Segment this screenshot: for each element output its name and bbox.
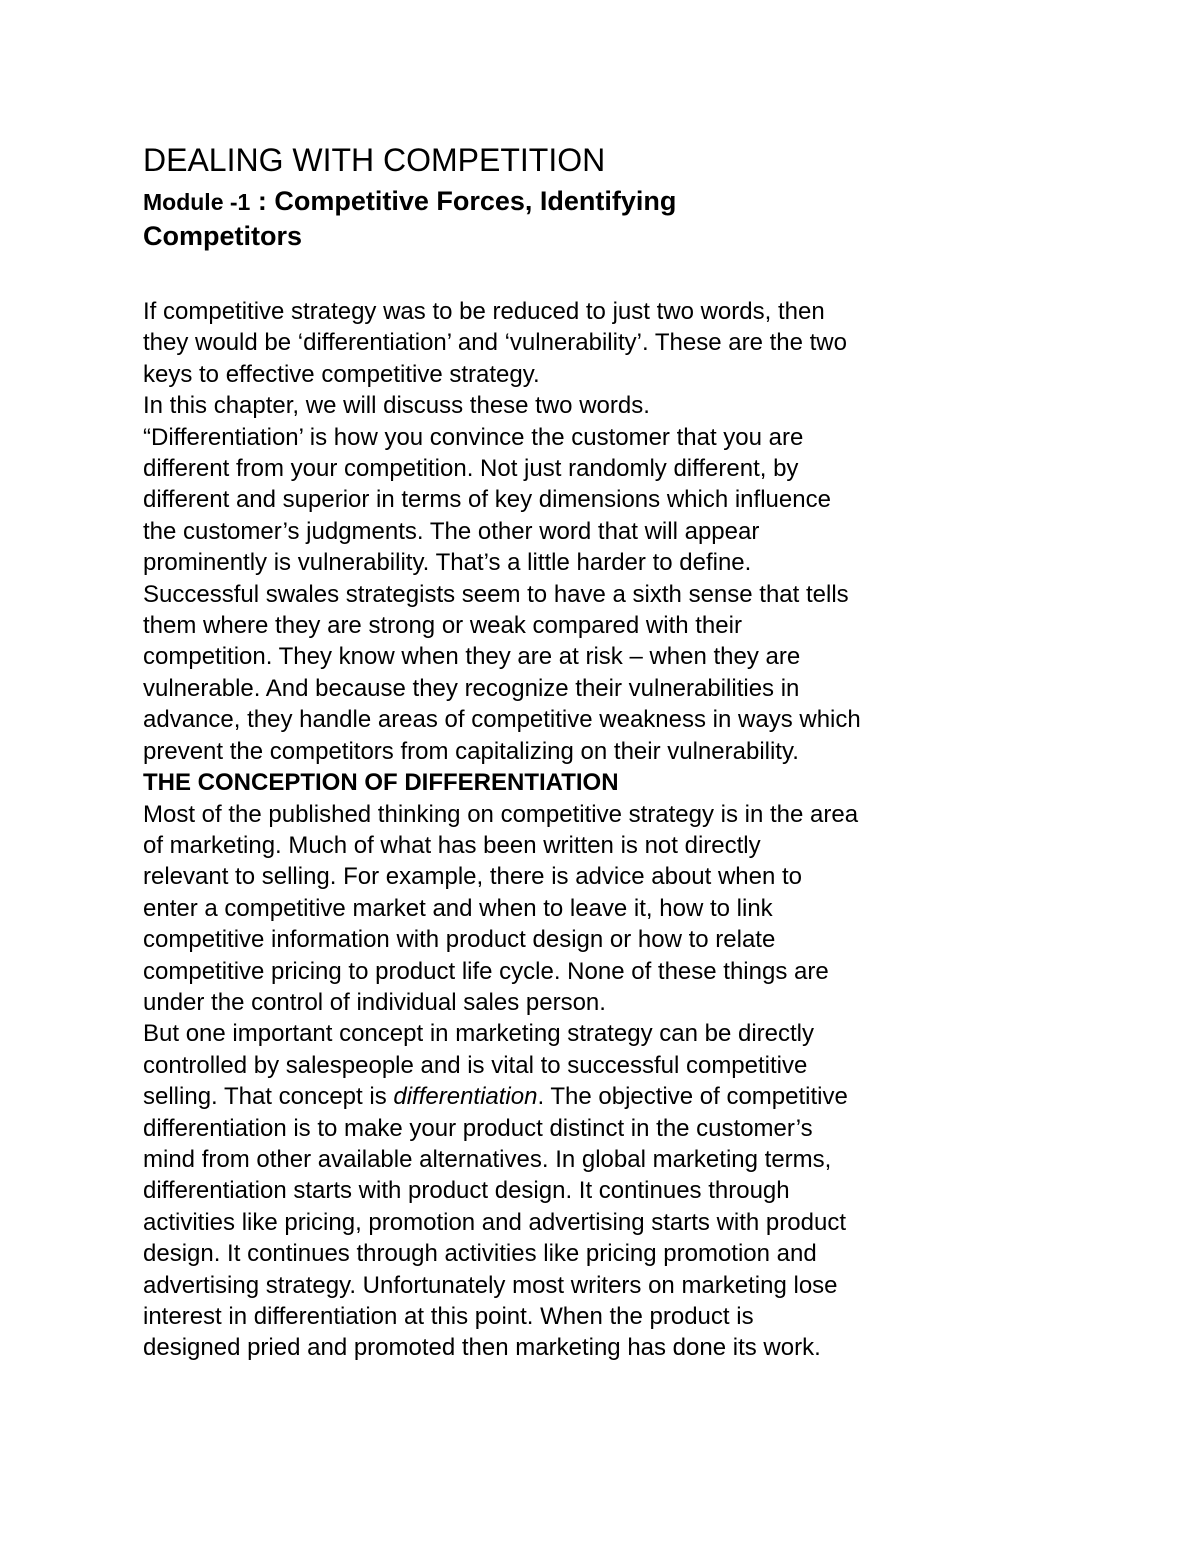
text-line: advertising strategy. Unfortunately most writers on marketing lose [143,1271,838,1299]
module-label: Module -1 [143,189,251,215]
module-title-line-1: Competitive Forces, Identifying [274,186,677,216]
text-line: under the control of individual sales person. [143,988,606,1016]
section-heading: THE CONCEPTION OF DIFFERENTIATION [143,769,619,797]
emphasis-after: . The objective of competitive [537,1083,848,1111]
text-line: Most of the published thinking on competitive strategy is in the area [143,800,859,828]
text-line: they would be ‘differentiation’ and ‘vulnerability’. These are the two [143,329,847,357]
document-title: DEALING WITH COMPETITION [143,142,606,178]
text-line: designed pried and promoted then marketing has done its work. [143,1334,821,1362]
text-line: If competitive strategy was to be reduced to just two words, then [143,298,825,325]
intro-paragraph [143,296,983,767]
text-line: controlled by salespeople and is vital to successful competitive [143,1051,808,1079]
text-line: enter a competitive market and when to leave it, how to link [143,894,773,922]
text-line: differentiation is to make your product distinct in the customer’s [143,1114,813,1142]
text-line: different and superior in terms of key dimensions which influence [143,486,831,514]
text-line: keys to effective competitive strategy. [143,360,540,388]
text-line: vulnerable. And because they recognize their vulnerabilities in [143,674,800,702]
text-line: of marketing. Much of what has been written is not directly [143,831,761,859]
emphasis-before: selling. That concept is [143,1083,394,1111]
module-heading [143,184,983,253]
text-line: design. It continues through activities like pricing promotion and [143,1240,817,1268]
text-line: prominently is vulnerability. That’s a little harder to define. [143,549,752,577]
text-line: “Differentiation’ is how you convince the customer that you are [143,423,804,451]
module-separator: : [250,186,275,216]
body-text [143,296,983,1364]
text-line: interest in differentiation at this point. When the product is [143,1303,754,1330]
document-content [143,138,983,1364]
module-title-line-2: Competitors [143,221,303,251]
text-line-emphasis [143,1081,983,1112]
text-line: competitive pricing to product life cycle. None of these things are [143,957,829,985]
text-line: relevant to selling. For example, there is advice about when to [143,863,803,891]
text-line: advance, they handle areas of competitive weakness in ways which [143,706,861,734]
text-line: prevent the competitors from capitalizing on their vulnerability. [143,737,799,765]
text-line: activities like pricing, promotion and advertising starts with product [143,1208,846,1236]
text-line: But one important concept in marketing strategy can be directly [143,1020,815,1048]
text-line: In this chapter, we will discuss these two words. [143,392,650,420]
text-line: mind from other available alternatives. In global marketing terms, [143,1145,832,1173]
text-line: the customer’s judgments. The other word that will appear [143,517,760,545]
text-line: competition. They know when they are at risk – when they are [143,643,801,671]
section-paragraph-a [143,799,983,1082]
text-line: differentiation starts with product design. It continues through [143,1177,790,1205]
text-line: them where they are strong or weak compared with their [143,612,742,640]
section-paragraph-b [143,1113,983,1364]
text-line: different from your competition. Not just randomly different, by [143,455,799,483]
emphasis-term: differentiation [393,1083,538,1111]
text-line: Successful swales strategists seem to have a sixth sense that tells [143,580,849,608]
text-line: competitive information with product design or how to relate [143,926,776,954]
